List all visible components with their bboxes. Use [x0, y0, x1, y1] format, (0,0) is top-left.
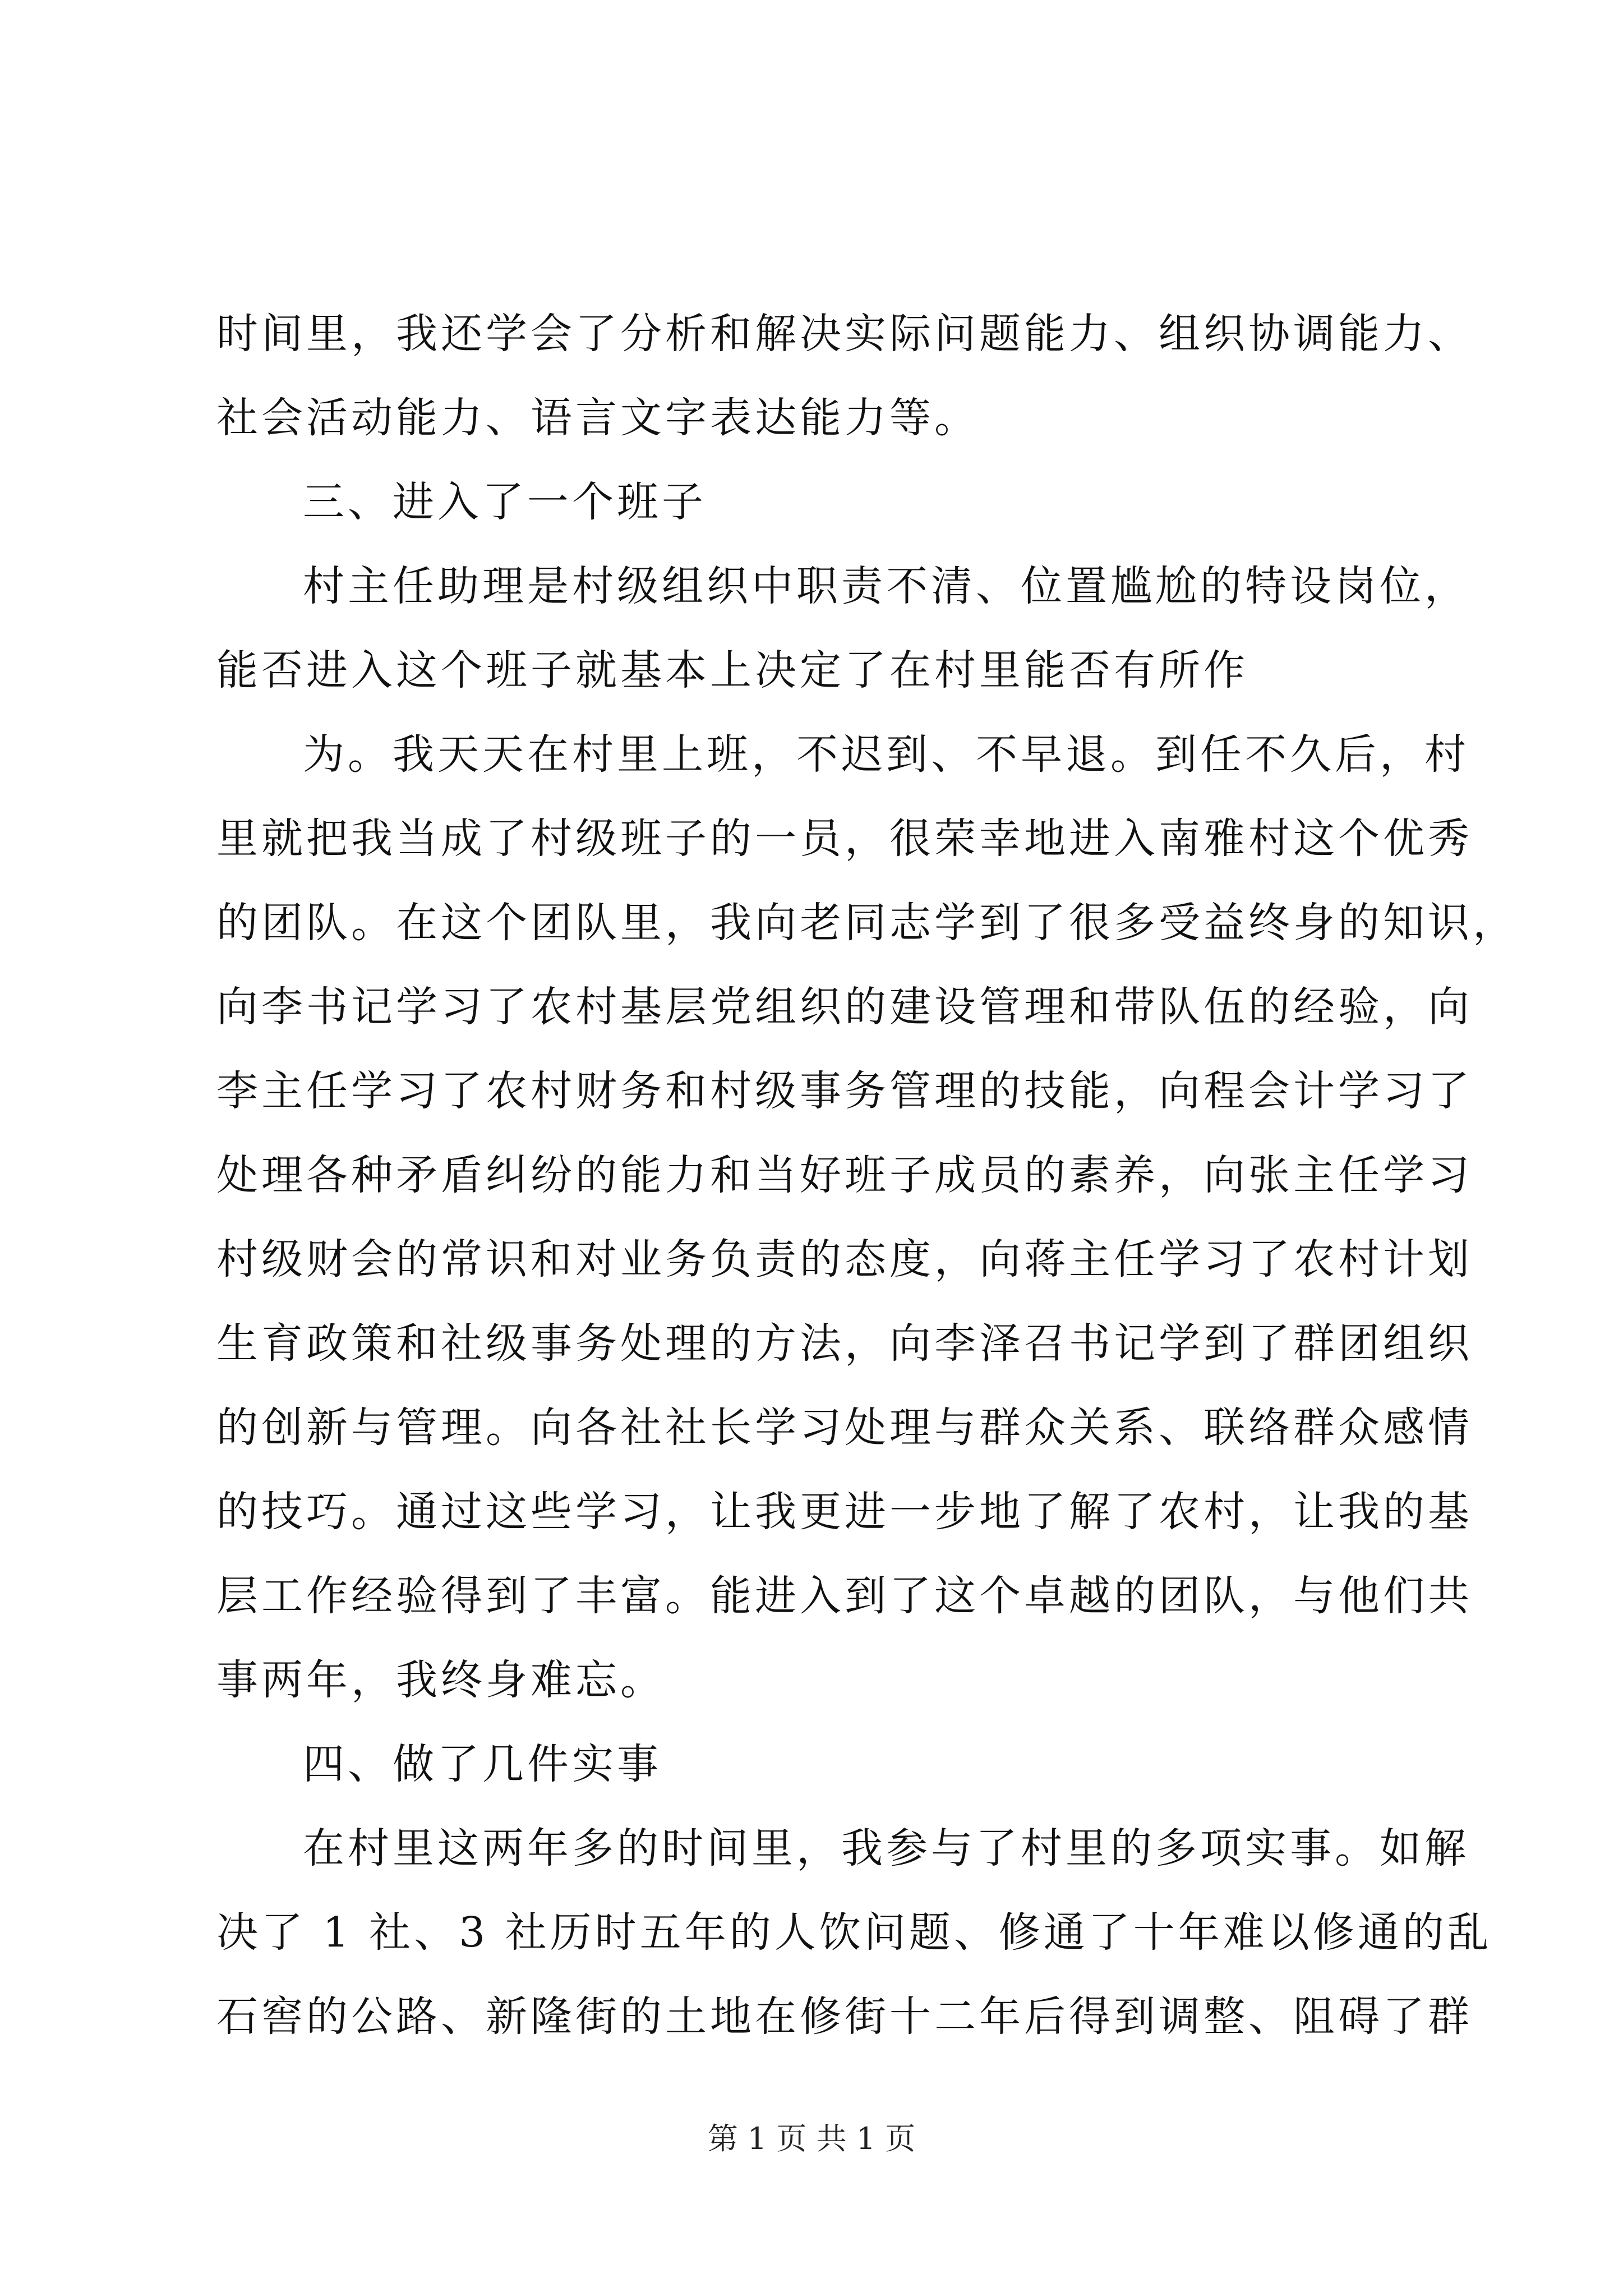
text-line-21: 石窖的公路、新隆街的土地在修街十二年后得到调整、阻碍了群: [216, 1993, 1473, 2041]
text-line-19: 在村里这两年多的时间里，我参与了村里的多项实事。如解: [303, 1824, 1469, 1872]
text-line-9: 向李书记学习了农村基层党组织的建设管理和带队伍的经验，向: [216, 983, 1473, 1031]
section-heading-4: 四、做了几件实事: [303, 1740, 662, 1788]
text-line-17: 事两年，我终身难忘。: [216, 1656, 665, 1704]
text-line-6: 为。我天天在村里上班，不迟到、不早退。到任不久后，村: [303, 730, 1469, 779]
text-line-11: 处理各种矛盾纠纷的能力和当好班子成员的素养，向张主任学习: [216, 1151, 1473, 1199]
text-line-13: 生育政策和社级事务处理的方法，向李泽召书记学到了群团组织: [216, 1319, 1473, 1368]
text-line-5: 能否进入这个班子就基本上决定了在村里能否有所作: [216, 646, 1248, 694]
text-line-20: 决了 1 社、3 社历时五年的人饮问题、修通了十年难以修通的乱: [216, 1908, 1492, 1957]
text-line-8: 的团队。在这个团队里，我向老同志学到了很多受益终身的知识，: [216, 899, 1518, 947]
text-line-14: 的创新与管理。向各社社长学习处理与群众关系、联络群众感情: [216, 1404, 1473, 1452]
text-line-16: 层工作经验得到了丰富。能进入到了这个卓越的团队，与他们共: [216, 1572, 1473, 1620]
text-line-12: 村级财会的常识和对业务负责的态度，向蒋主任学习了农村计划: [216, 1235, 1473, 1283]
text-line-7: 里就把我当成了村级班子的一员，很荣幸地进入南雅村这个优秀: [216, 815, 1473, 863]
text-line-1: 时间里，我还学会了分析和解决实际问题能力、组织协调能力、: [216, 310, 1473, 358]
text-line-4: 村主任助理是村级组织中职责不清、位置尴尬的特设岗位，: [303, 562, 1469, 610]
section-heading-3: 三、进入了一个班子: [303, 478, 707, 526]
text-line-10: 李主任学习了农村财务和村级事务管理的技能，向程会计学习了: [216, 1067, 1473, 1115]
text-line-2: 社会活动能力、语言文字表达能力等。: [216, 394, 979, 442]
text-line-15: 的技巧。通过这些学习，让我更进一步地了解了农村，让我的基: [216, 1488, 1473, 1536]
page-footer: 第 1 页 共 1 页: [707, 2121, 916, 2156]
